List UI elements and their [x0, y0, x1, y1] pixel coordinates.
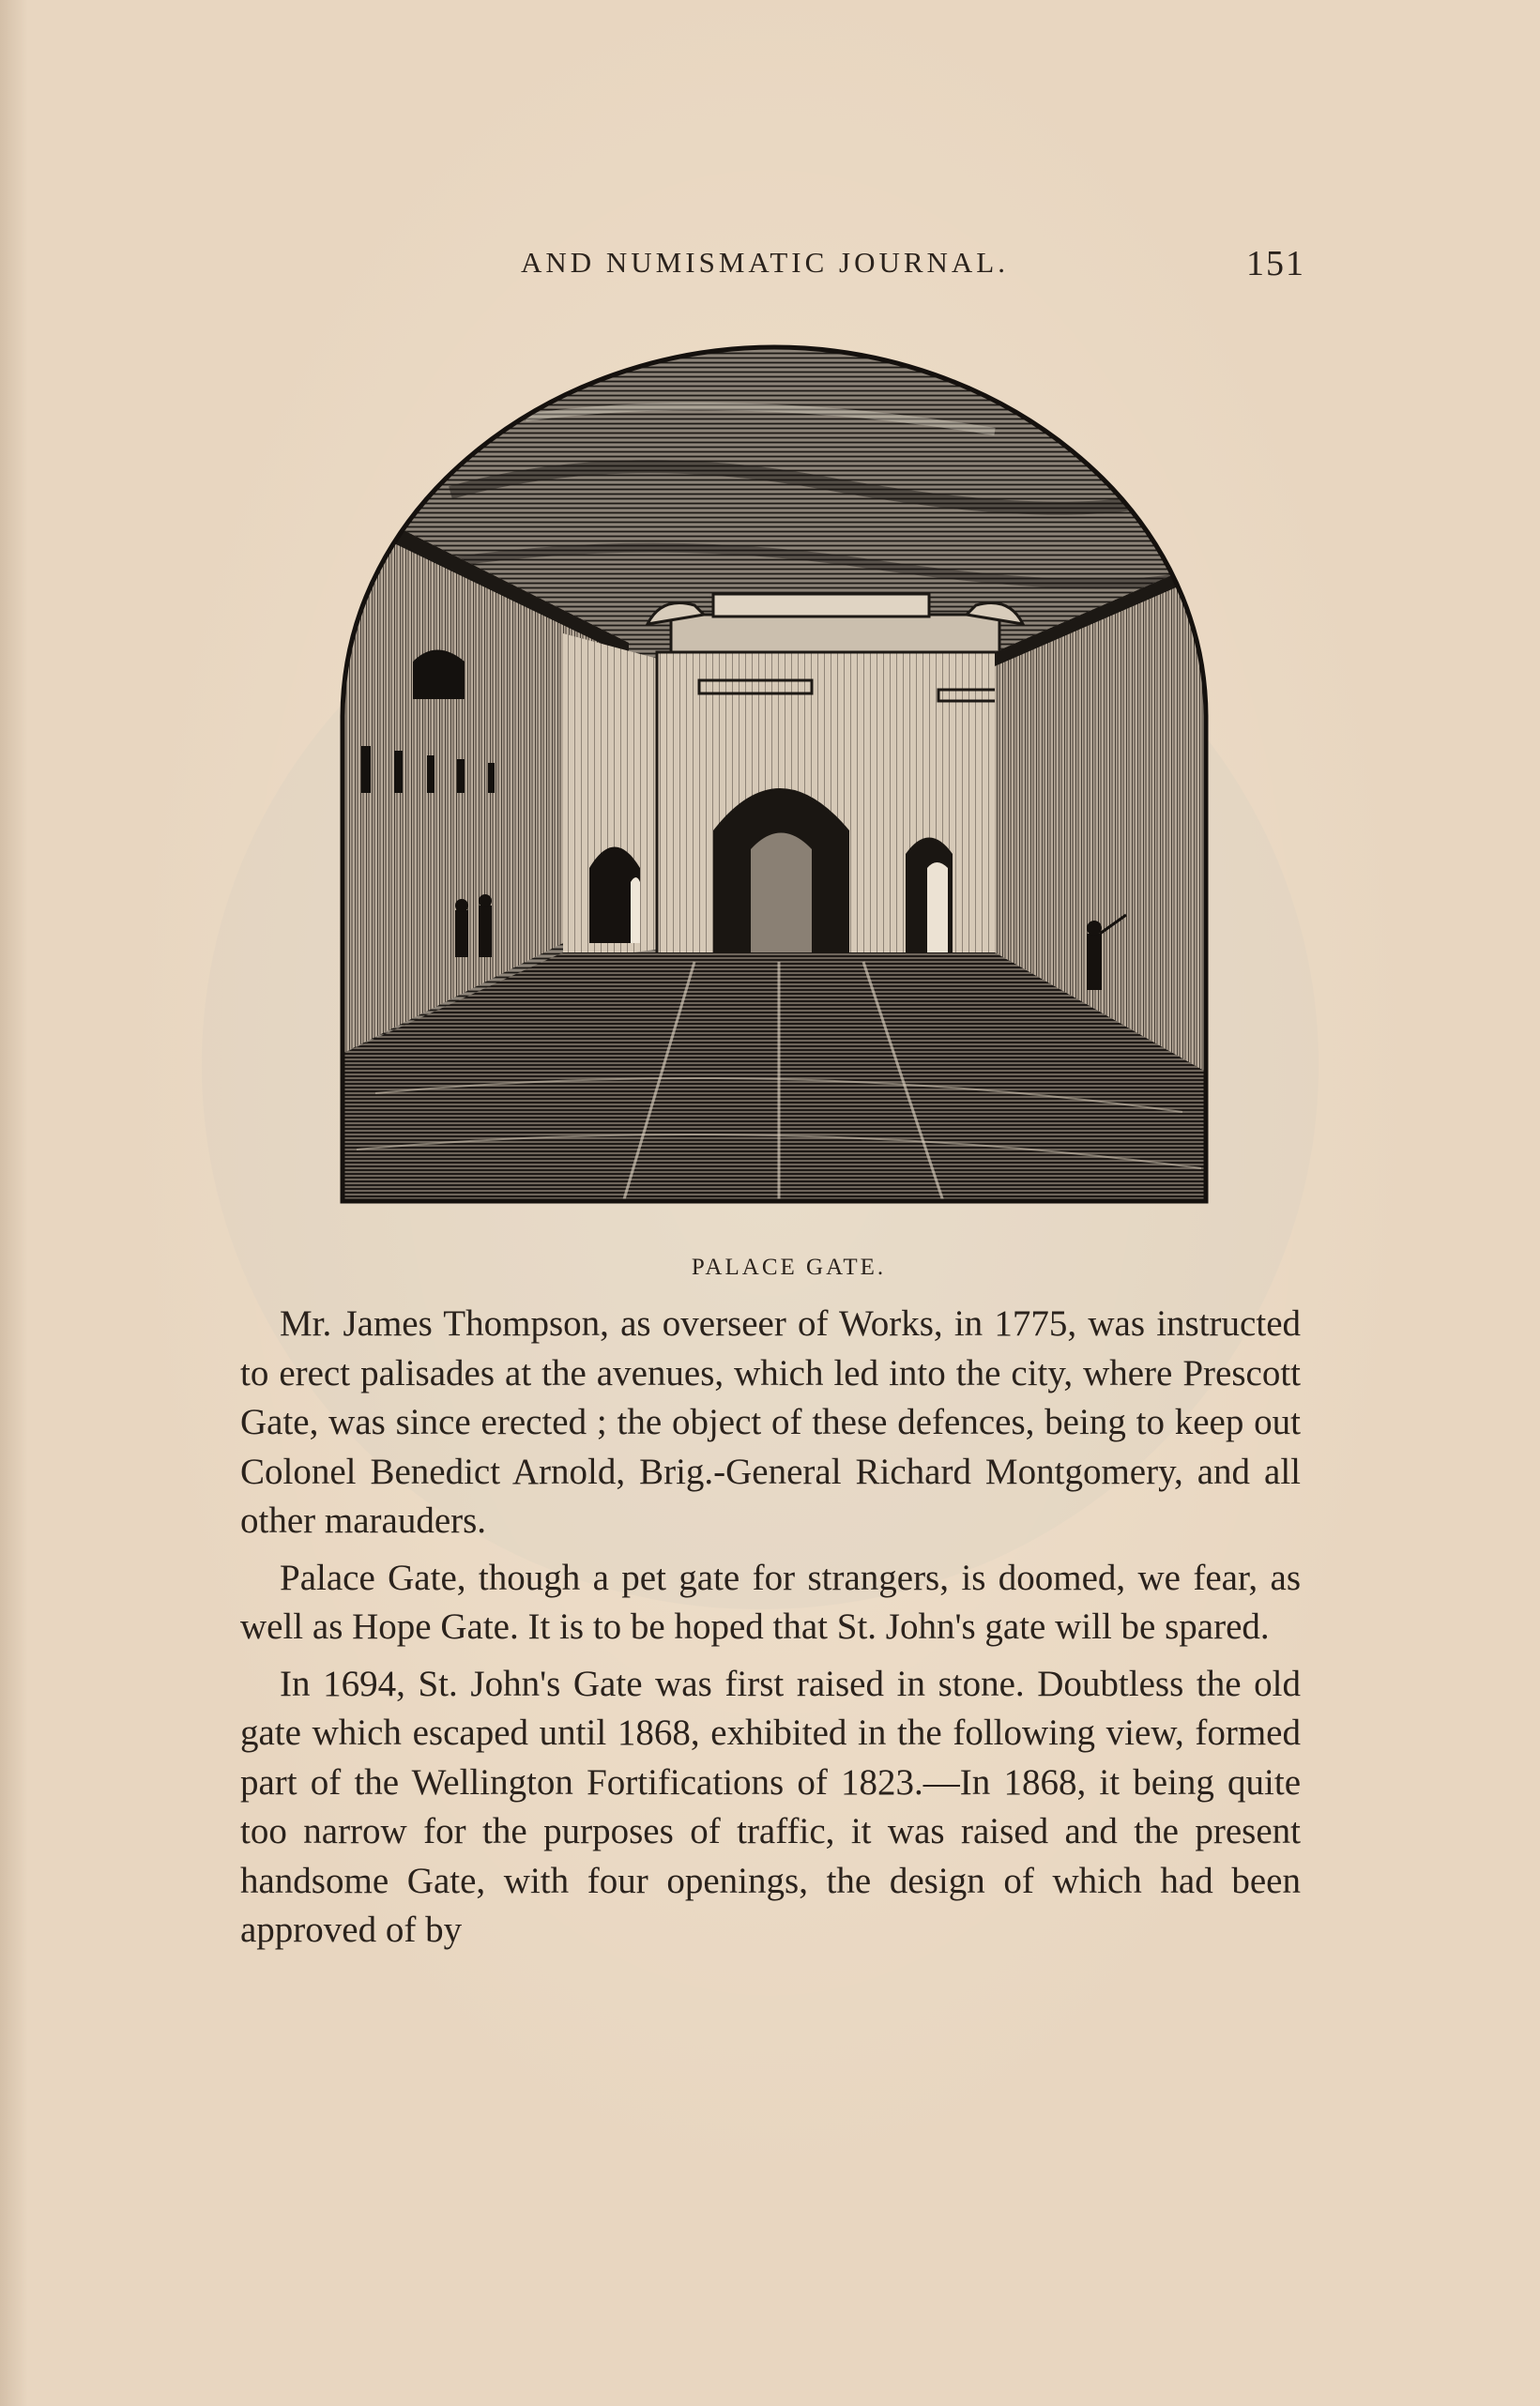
paragraph: Mr. James Thompson, as overseer of Works, in 1775, was instructed to erect palisades at the avenues, which led into the city, where Prescott Gate, was since erected ; the object of these defences, being to keep out Colonel Benedict Arnold, Brig.-General Richard Montgomery, and all other marauders.	[240, 1303, 1301, 1541]
figure-caption: PALACE GATE.	[691, 1255, 887, 1280]
paragraph: In 1694, St. John's Gate was first raised in stone. Doubtless the old gate which escaped until 1868, exhibited in the following view, formed part of the Wellington Fortifications of 1823.—In 1868, it being quite too narrow for the purposes of traffic, it was raised and the present handsome Gate, with four openings, the design of which had been approved of by	[240, 1663, 1301, 1950]
paragraph: Palace Gate, though a pet gate for strangers, is doomed, we fear, as well as Hope Gate. It is to be hoped that St. John's gate will be spared.	[240, 1557, 1301, 1647]
body-text	[240, 1300, 1301, 1963]
palace-gate-engraving	[338, 343, 1211, 1215]
page-number: 151	[1246, 244, 1305, 283]
running-title: AND NUMISMATIC JOURNAL.	[521, 246, 1009, 279]
